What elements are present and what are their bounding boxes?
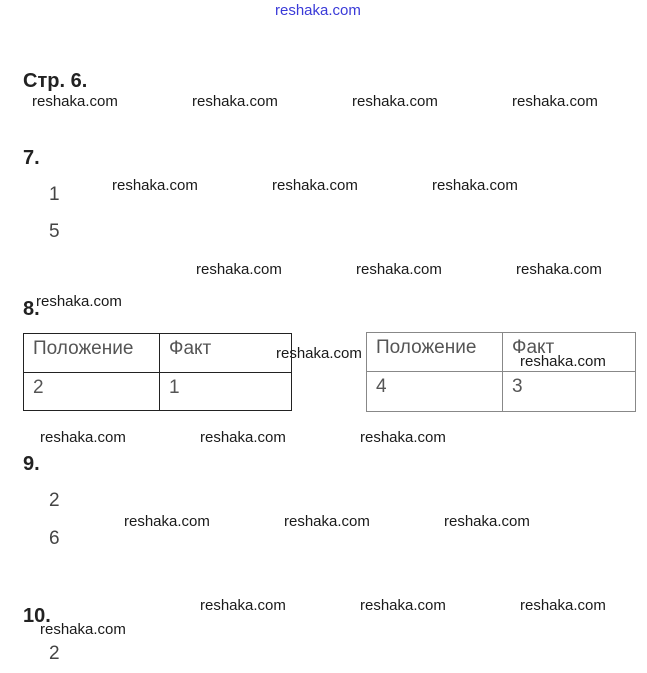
watermark: reshaka.com (360, 597, 446, 614)
watermark: reshaka.com (200, 429, 286, 446)
watermark: reshaka.com (200, 597, 286, 614)
watermark: reshaka.com (444, 513, 530, 530)
watermark: reshaka.com (520, 353, 606, 370)
watermark: reshaka.com (32, 93, 118, 110)
table-header-position: Положение (24, 334, 160, 373)
table-cell-position: 2 (24, 373, 160, 411)
watermark: reshaka.com (112, 177, 198, 194)
task-7-answer-1: 1 (49, 184, 60, 205)
watermark: reshaka.com (272, 177, 358, 194)
task-9-answer-1: 2 (49, 490, 60, 511)
table-cell-fact: 3 (503, 372, 636, 412)
task-7-number: 7. (23, 147, 40, 169)
table-header-fact: Факт (503, 333, 636, 372)
task-9-answer-2: 6 (49, 528, 60, 549)
watermark: reshaka.com (360, 429, 446, 446)
task-8-table-1 (23, 333, 292, 411)
task-9-number: 9. (23, 453, 40, 475)
task-10-answer-1: 2 (49, 643, 60, 664)
watermark: reshaka.com (432, 177, 518, 194)
table-header-position: Положение (367, 333, 503, 372)
watermark: reshaka.com (512, 93, 598, 110)
task-7-answer-2: 5 (49, 221, 60, 242)
watermark: reshaka.com (516, 261, 602, 278)
watermark: reshaka.com (40, 429, 126, 446)
watermark: reshaka.com (192, 93, 278, 110)
table-cell-fact: 1 (160, 373, 292, 411)
task-8-number: 8. (23, 298, 40, 320)
task-8-table-2 (366, 332, 636, 412)
watermark: reshaka.com (124, 513, 210, 530)
table-cell-position: 4 (367, 372, 503, 412)
watermark: reshaka.com (356, 261, 442, 278)
page-heading: Стр. 6. (23, 70, 88, 92)
watermark: reshaka.com (196, 261, 282, 278)
watermark: reshaka.com (36, 293, 122, 310)
table-header-fact: Факт (160, 334, 292, 373)
watermark: reshaka.com (40, 621, 126, 638)
watermark: reshaka.com (352, 93, 438, 110)
task-10-number: 10. (23, 605, 51, 627)
site-watermark-top: reshaka.com (275, 2, 361, 19)
watermark: reshaka.com (276, 345, 362, 362)
watermark: reshaka.com (520, 597, 606, 614)
watermark: reshaka.com (284, 513, 370, 530)
